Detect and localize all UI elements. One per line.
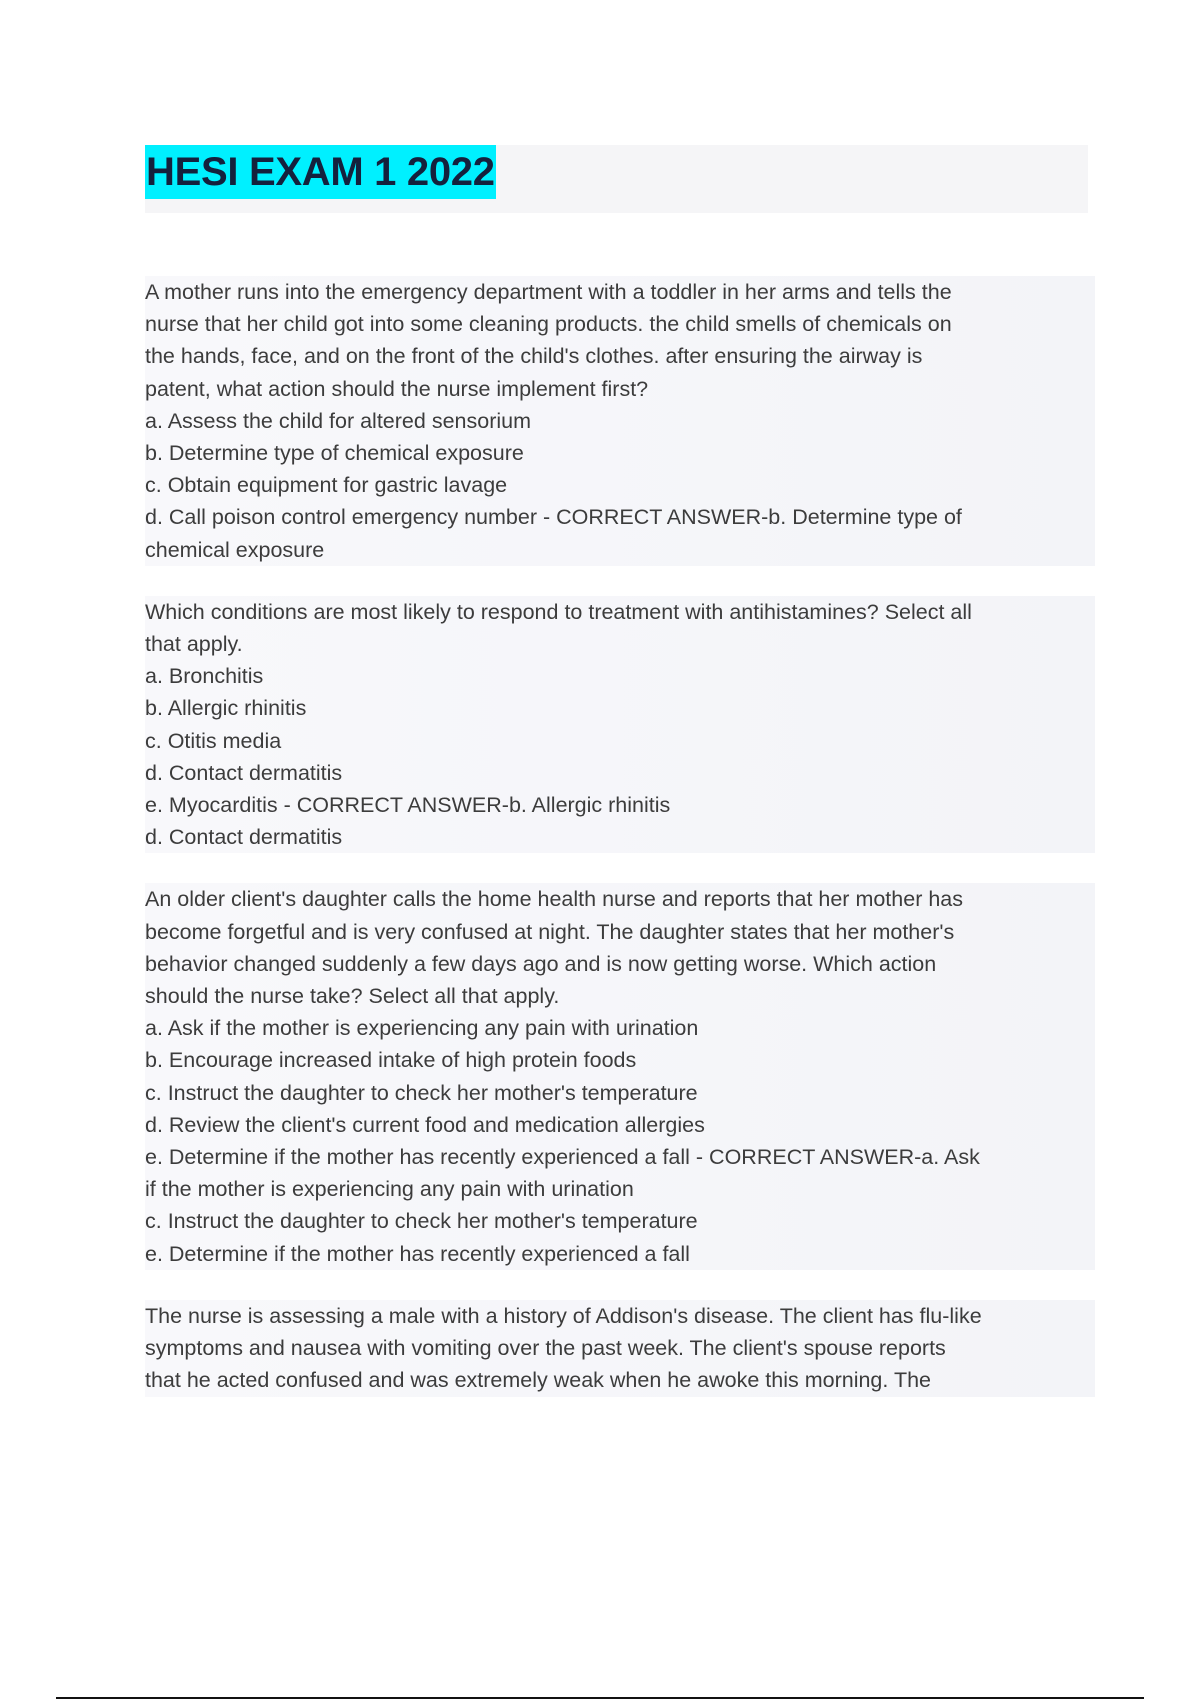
- correct-answer-text: e. Determine if the mother has recently experienced a fall: [145, 1238, 1095, 1270]
- correct-answer-text: chemical exposure: [145, 534, 1095, 566]
- question-text-line: behavior changed suddenly a few days ago and is now getting worse. Which action: [145, 948, 1095, 980]
- answer-option: a. Assess the child for altered sensorium: [145, 405, 1095, 437]
- document-body: [145, 276, 1095, 1427]
- answer-option: c. Obtain equipment for gastric lavage: [145, 469, 1095, 501]
- answer-option: d. Review the client's current food and medication allergies: [145, 1109, 1095, 1141]
- question-text-line: The nurse is assessing a male with a history of Addison's disease. The client has flu-like: [145, 1300, 1095, 1332]
- question-text-line: A mother runs into the emergency department with a toddler in her arms and tells the: [145, 276, 1095, 308]
- answer-option: d. Contact dermatitis: [145, 757, 1095, 789]
- document-title: HESI EXAM 1 2022: [145, 145, 496, 199]
- question-text-line: that he acted confused and was extremely weak when he awoke this morning. The: [145, 1364, 1095, 1396]
- answer-option: b. Allergic rhinitis: [145, 692, 1095, 724]
- question-block: [145, 276, 1095, 566]
- answer-option: c. Instruct the daughter to check her mother's temperature: [145, 1077, 1095, 1109]
- question-text-line: symptoms and nausea with vomiting over the past week. The client's spouse reports: [145, 1332, 1095, 1364]
- answer-option: a. Bronchitis: [145, 660, 1095, 692]
- answer-option: b. Determine type of chemical exposure: [145, 437, 1095, 469]
- answer-option: c. Otitis media: [145, 725, 1095, 757]
- page-bottom-rule: [56, 1697, 1144, 1699]
- answer-option-with-correct-answer: d. Call poison control emergency number - CORRECT ANSWER-b. Determine type of: [145, 501, 1095, 533]
- question-text-line: become forgetful and is very confused at night. The daughter states that her mother's: [145, 916, 1095, 948]
- question-text-line: An older client's daughter calls the home health nurse and reports that her mother has: [145, 883, 1095, 915]
- answer-option-with-correct-answer: e. Myocarditis - CORRECT ANSWER-b. Allergic rhinitis: [145, 789, 1095, 821]
- question-text-line: patent, what action should the nurse implement first?: [145, 373, 1095, 405]
- answer-option: a. Ask if the mother is experiencing any pain with urination: [145, 1012, 1095, 1044]
- answer-option: b. Encourage increased intake of high protein foods: [145, 1044, 1095, 1076]
- question-text-line: Which conditions are most likely to respond to treatment with antihistamines? Select all: [145, 596, 1095, 628]
- answer-option-with-correct-answer: e. Determine if the mother has recently experienced a fall - CORRECT ANSWER-a. Ask: [145, 1141, 1095, 1173]
- question-block: [145, 596, 1095, 854]
- question-text-line: nurse that her child got into some cleaning products. the child smells of chemicals on: [145, 308, 1095, 340]
- question-block: [145, 883, 1095, 1269]
- correct-answer-text: c. Instruct the daughter to check her mother's temperature: [145, 1205, 1095, 1237]
- correct-answer-text: d. Contact dermatitis: [145, 821, 1095, 853]
- question-text-line: that apply.: [145, 628, 1095, 660]
- correct-answer-text: if the mother is experiencing any pain with urination: [145, 1173, 1095, 1205]
- question-text-line: the hands, face, and on the front of the child's clothes. after ensuring the airway is: [145, 340, 1095, 372]
- question-text-line: should the nurse take? Select all that apply.: [145, 980, 1095, 1012]
- question-block: [145, 1300, 1095, 1397]
